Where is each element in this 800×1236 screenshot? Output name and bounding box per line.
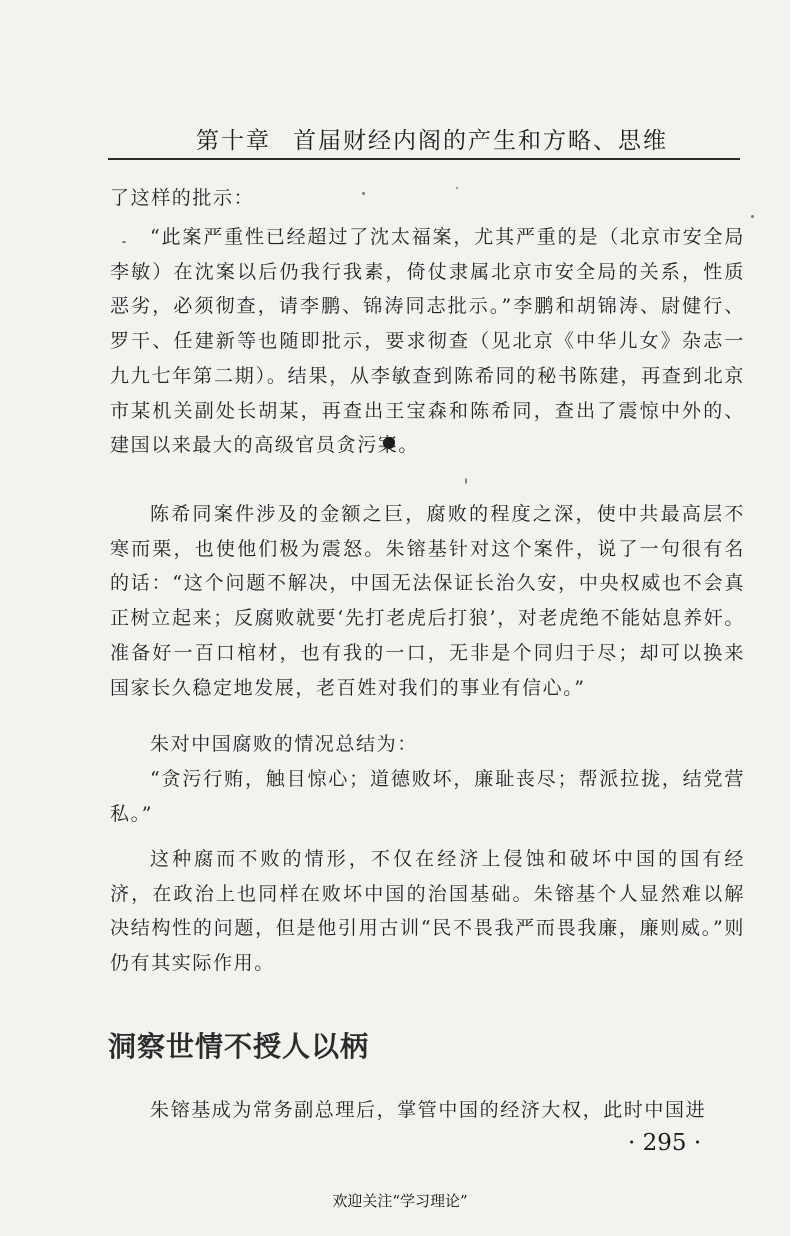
section-heading: 洞察世情不授人以柄 [108,1030,370,1063]
body-paragraph: 这种腐而不败的情形，不仅在经济上侵蚀和破坏中国的国有经济，在政治上也同样在败坏中国的治国基础。朱镕基个人显然难以解决结构性的问题，但是他引用古训“民不畏我严而畏我廉，廉则威。”则仍有其实际作用。 [110,848,745,975]
body-paragraph: 了这样的批示： [110,187,255,209]
body-paragraph: “贪污行贿，触目惊心；道德败坏，廉耻丧尽；帮派拉拢，结党营私。” [110,768,745,825]
footer-note: 欢迎关注“学习理论” [332,1192,468,1210]
page-number: · 295 · [628,1130,702,1156]
print-speck [751,215,754,218]
chapter-number: 第十章 [196,128,271,154]
body-paragraph: 朱镕基成为常务副总理后，掌管中国的经济大权，此时中国进 [150,1099,707,1121]
body-paragraph: 陈希同案件涉及的金额之巨，腐败的程度之深，使中共最高层不寒而栗，也使他们极为震怒。朱镕基针对这个案件，说了一句很有名的话：“这个问题不解决，中国无法保证长治久安，中央权威也不会真正树立起来；反腐败就要‘先打老虎后打狼’，对老虎绝不能姑息养奸。准备好一百口棺材，也有我的一口，无非是个同归于尽；却可以换来国家长久稳定地发展，老百姓对我们的事业有信心。” [110,503,745,699]
body-paragraph: “此案严重性已经超过了沈太福案，尤其严重的是（北京市安全局李敏）在沈案以后仍我行我素，倚仗隶属北京市安全局的关系，性质恶劣，必须彻查，请李鹏、锦涛同志批示。”李鹏和胡锦涛、尉健行、罗干、任建新等也随即批示，要求彻查（见北京《中华儿女》杂志一九九七年第二期）。结果，从李敏查到陈希同的秘书陈建，再查到北京市某机关副处长胡某，再查出王宝森和陈希同，查出了震惊中外的、建国以来最大的高级官员贪污案。 [110,226,745,457]
header-rule [108,158,740,160]
chapter-title: 首届财经内阁的产生和方略、思维 [293,128,668,154]
body-paragraph: 朱对中国腐败的情况总结为： [150,733,418,755]
running-header [196,122,668,155]
print-speck [465,478,467,484]
